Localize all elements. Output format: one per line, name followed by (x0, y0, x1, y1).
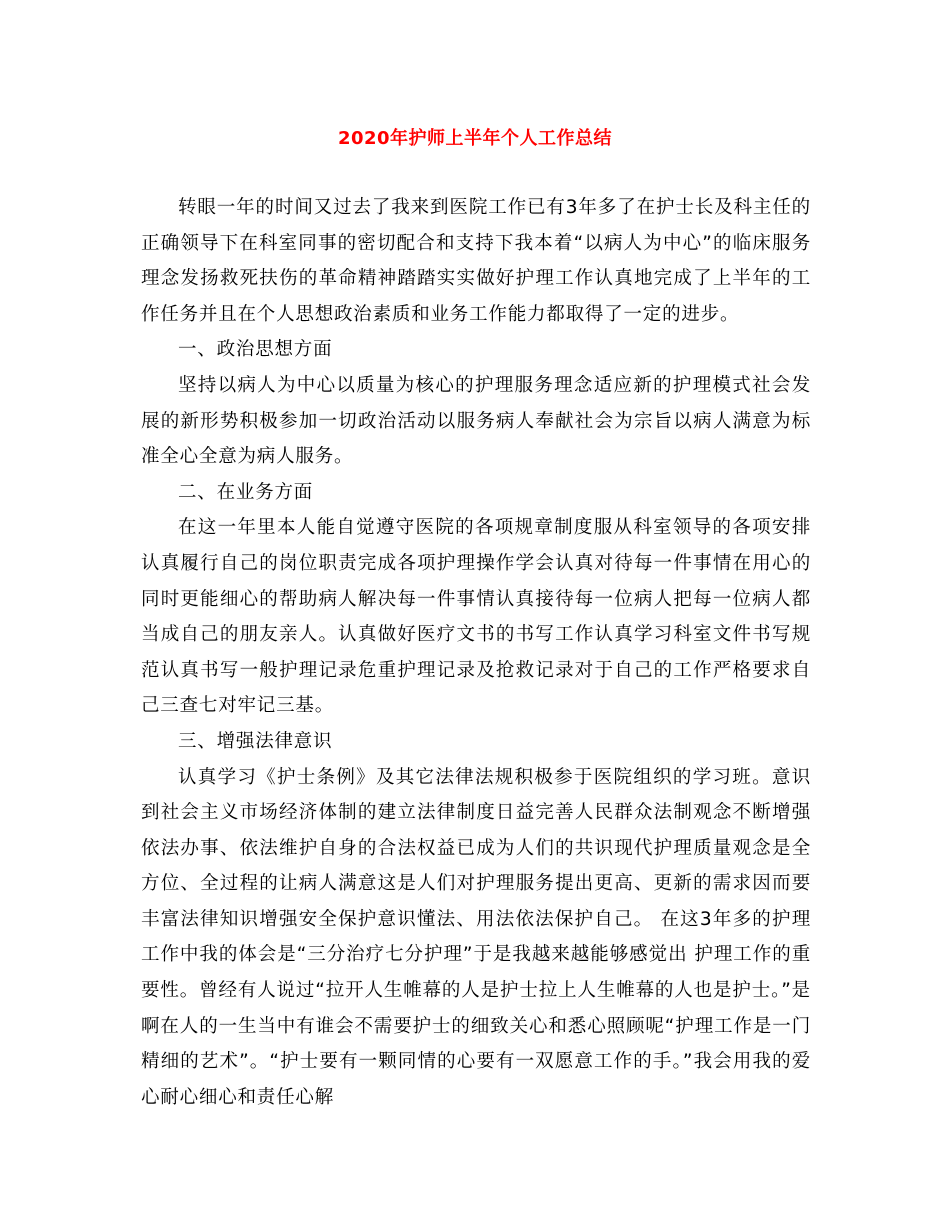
paragraph-political: 坚持以病人为中心以质量为核心的护理服务理念适应新的护理模式社会发展的新形势积极参加一切政治活动以服务病人奉献社会为宗旨以病人满意为标准全心全意为病人服务。 (141, 374, 811, 468)
section-heading-political: 一、政治思想方面 (178, 339, 333, 361)
section-heading-business: 二、在业务方面 (178, 481, 314, 503)
section-heading-legal: 三、增强法律意识 (178, 730, 333, 752)
document-body (141, 190, 811, 1115)
paragraph-intro: 转眼一年的时间又过去了我来到医院工作已有3年多了在护士长及科主任的正确领导下在科室同事的密切配合和支持下我本着“以病人为中心”的临床服务理念发扬救死扶伤的革命精神踏踏实实做好护理工作认真地完成了上半年的工作任务并且在个人思想政治素质和业务工作能力都取得了一定的进步。 (141, 197, 811, 325)
document-title: 2020年护师上半年个人工作总结 (337, 128, 613, 149)
paragraph-business: 在这一年里本人能自觉遵守医院的各项规章制度服从科室领导的各项安排认真履行自己的岗位职责完成各项护理操作学会认真对待每一件事情在用心的同时更能细心的帮助病人解决每一件事情认真接待每一位病人把每一位病人都当成自己的朋友亲人。认真做好医疗文书的书写工作认真学习科室文件书写规范认真书写一般护理记录危重护理记录及抢救记录对于自己的工作严格要求自己三查七对牢记三基。 (141, 517, 811, 717)
paragraph-legal: 认真学习《护士条例》及其它法律法规积极参于医院组织的学习班。意识到社会主义市场经济体制的建立法律制度日益完善人民群众法制观念不断增强依法办事、依法维护自身的合法权益已成为人们的共识现代护理质量观念是全方位、全过程的让病人满意这是人们对护理服务提出更高、更新的需求因而要丰富法律知识增强安全保护意识懂法、用法依法保护自己。 在这3年多的护理工作中我的体会是“三分治疗七分护理”于是我越来越能够感觉出 护理工作的重要性。曾经有人说过“拉开人生帷幕的人是护士拉上人生帷幕的人也是护士。”是啊在人的一生当中有谁会不需要护士的细致关心和悉心照顾呢“护理工作是一门精细的艺术”。“护士要有一颗同情的心要有一双愿意工作的手。”我会用我的爱心耐心细心和责任心解 (141, 766, 811, 1108)
